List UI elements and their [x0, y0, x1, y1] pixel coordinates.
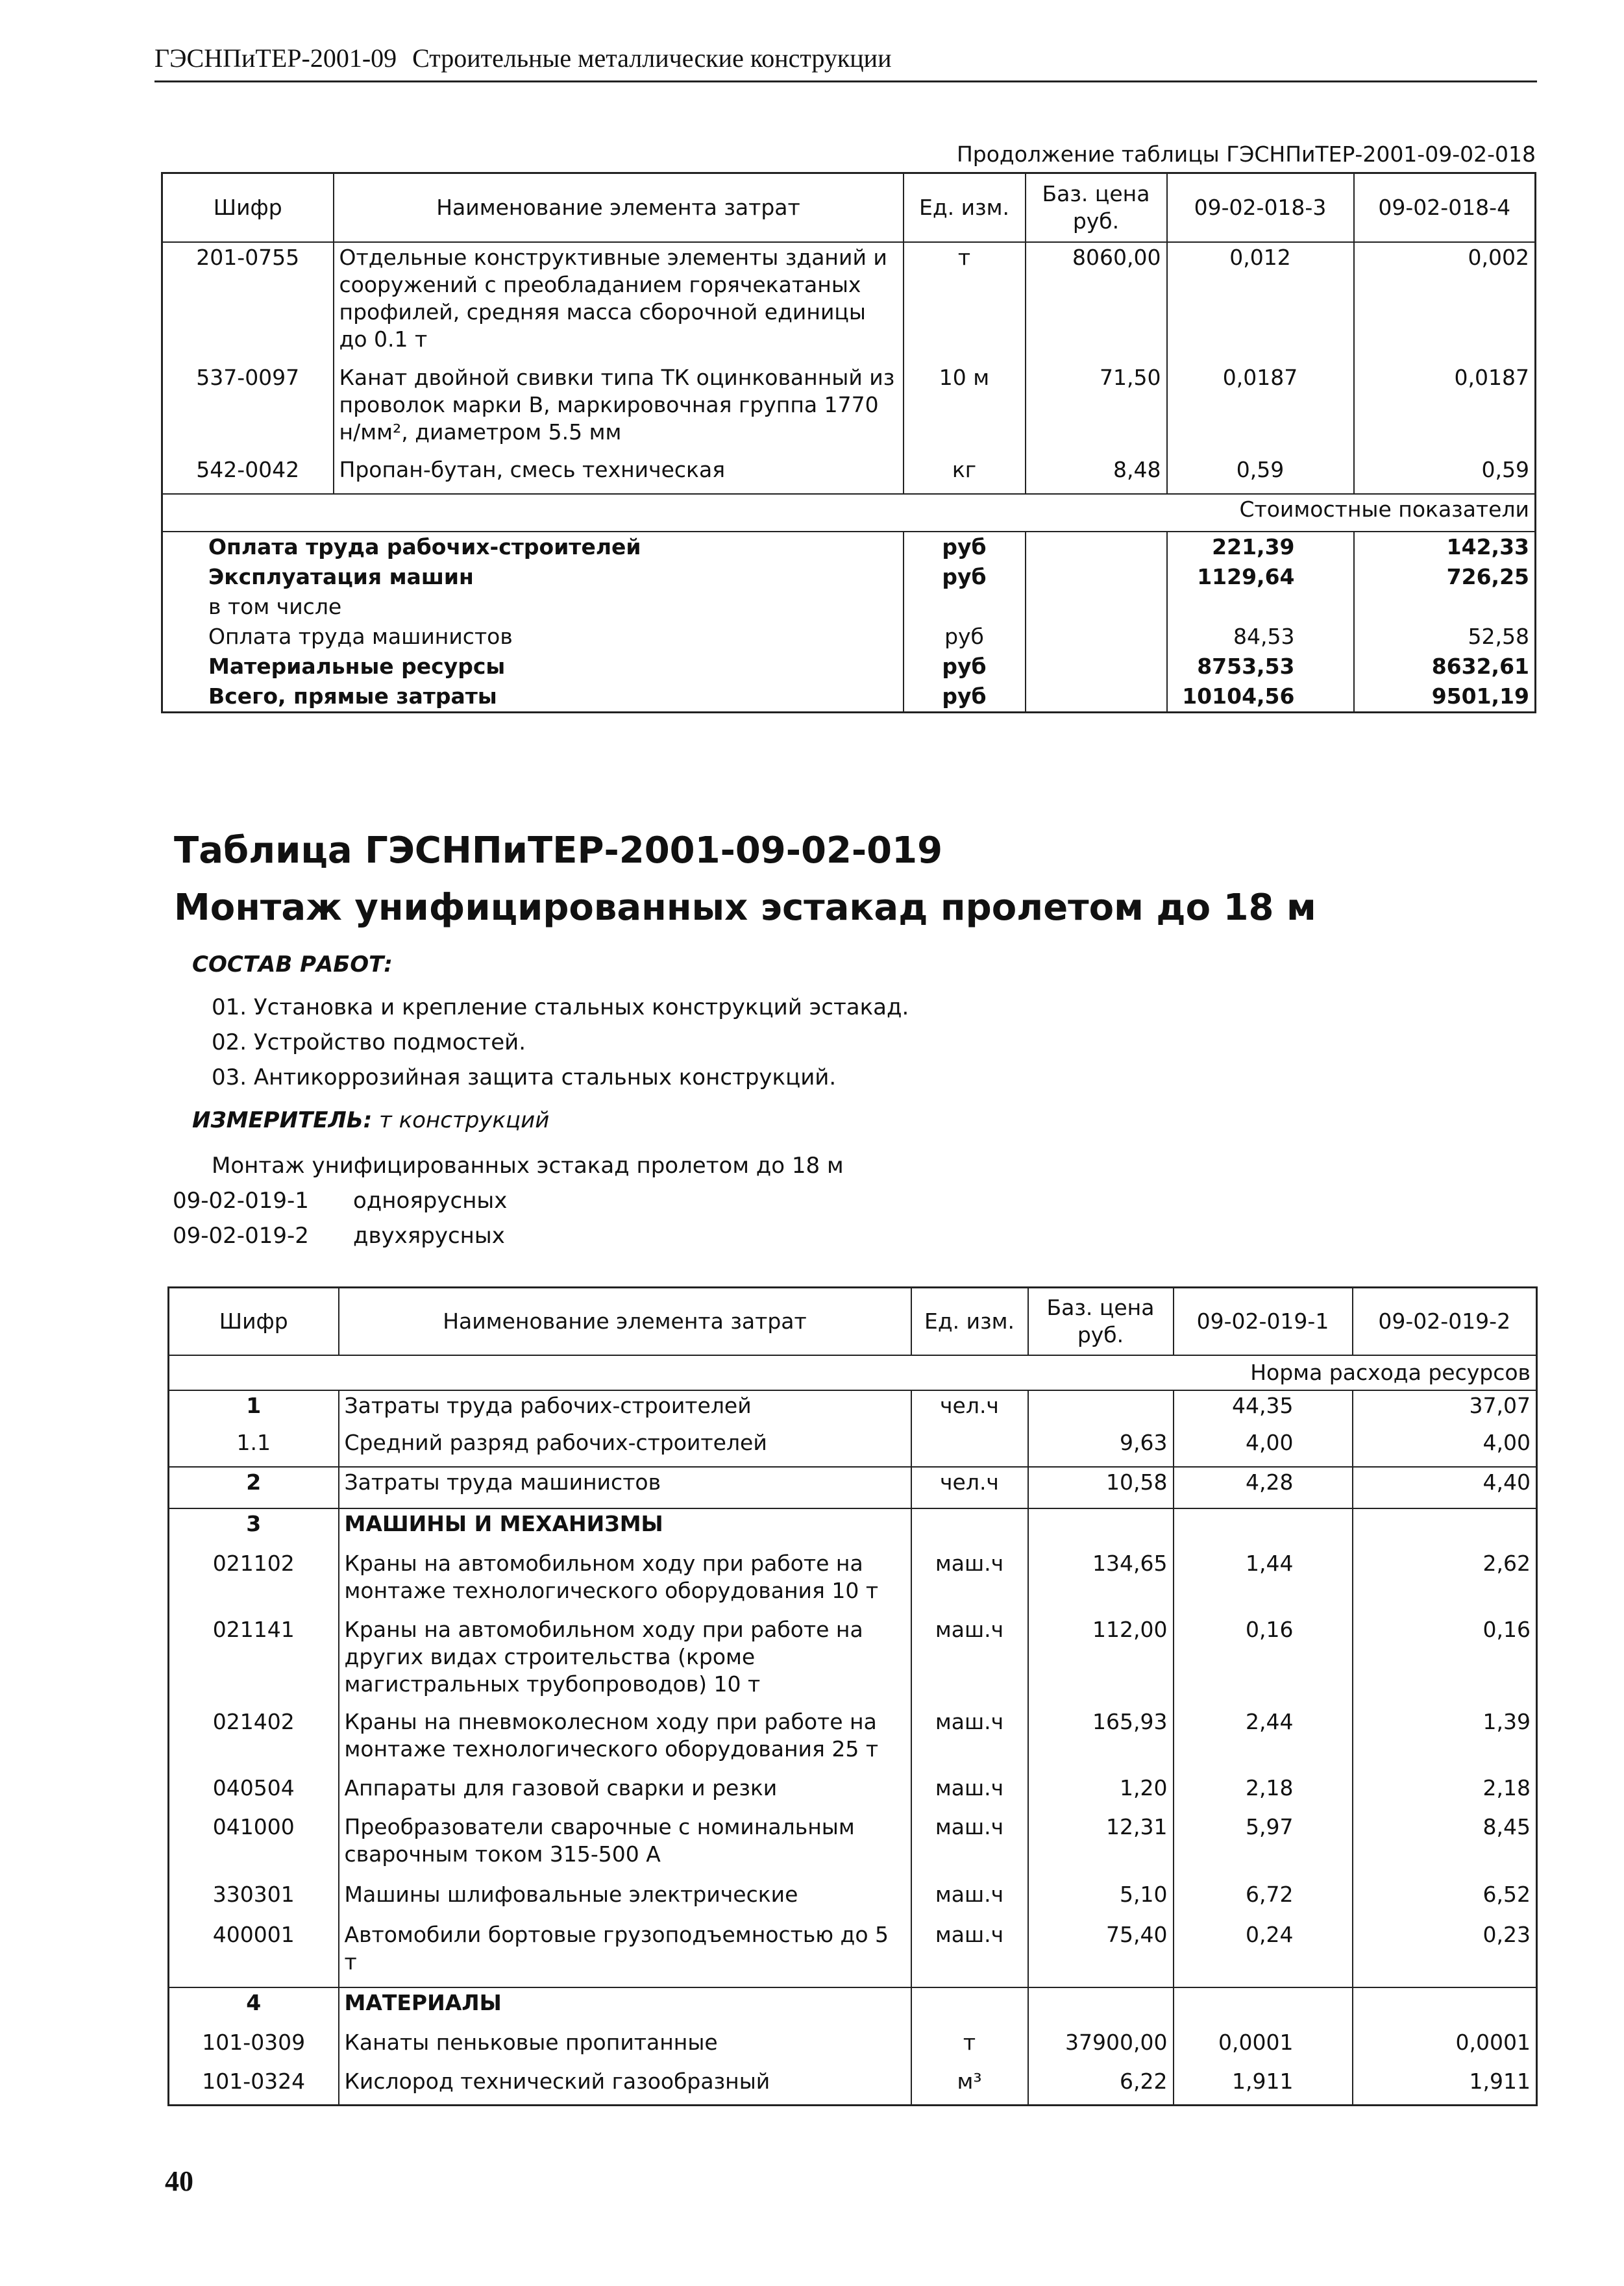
- row-value-1: 0,16: [1174, 1615, 1353, 1707]
- row-value-2: 0,002: [1354, 242, 1536, 363]
- col-header: Ед. изм.: [904, 173, 1026, 242]
- cost-unit: [904, 592, 1026, 622]
- norm-label: Норма расхода ресурсов: [169, 1355, 1537, 1390]
- row-value-2: 8,45: [1353, 1812, 1537, 1880]
- row-value-1: [1174, 1987, 1353, 2028]
- cost-row: [162, 592, 1536, 622]
- row-code: 1.1: [169, 1428, 339, 1467]
- row-code: 041000: [212, 1813, 295, 1839]
- cost-name: Эксплуатация машин: [208, 563, 474, 589]
- row-name: МАТЕРИАЛЫ: [339, 1987, 911, 2028]
- table-row: [162, 455, 1536, 494]
- work-item: 03. Антикоррозийная защита стальных конструкций.: [212, 1064, 837, 1090]
- row-value-1: 2,44: [1174, 1707, 1353, 1773]
- row-code: 537-0097: [196, 364, 300, 390]
- row-code: 040504: [212, 1775, 295, 1801]
- header-code: ГЭСНПиТЕР-2001-09: [154, 43, 397, 73]
- row-value-2: 37,07: [1353, 1390, 1537, 1428]
- table-row: [169, 1880, 1537, 1920]
- row-code: 3: [246, 1510, 262, 1536]
- row-value-2: 0,0001: [1353, 2028, 1537, 2067]
- row-price: 8,48: [1026, 455, 1167, 494]
- row-value-1: 4,00: [1174, 1428, 1353, 1467]
- row-unit: маш.ч: [911, 1549, 1028, 1615]
- row-code: 021402: [212, 1708, 295, 1734]
- row-unit: т: [911, 2028, 1028, 2067]
- row-value-2: 4,00: [1353, 1428, 1537, 1467]
- row-value-1: 6,72: [1174, 1880, 1353, 1920]
- row-name: Канаты пеньковые пропитанные: [339, 2028, 911, 2067]
- row-name: Канат двойной свивки типа ТК оцинкованный из проволок марки В, маркировочная группа 1770 н/мм², диаметром 5.5 мм: [334, 363, 904, 455]
- row-value-1: 0,24: [1174, 1920, 1353, 1987]
- header-title: Строительные металлические конструкции: [412, 43, 892, 73]
- row-value-1: 0,59: [1167, 455, 1354, 494]
- cost-name: Материальные ресурсы: [208, 653, 506, 679]
- norm-label-row: [169, 1355, 1537, 1390]
- variant-code: 09-02-019-2: [173, 1223, 309, 1249]
- row-value-2: 2,18: [1353, 1773, 1537, 1812]
- table1-header-row: [162, 173, 1536, 242]
- row-unit: чел.ч: [911, 1390, 1028, 1428]
- row-value-1: 4,28: [1174, 1467, 1353, 1508]
- row-code: 2: [169, 1467, 339, 1508]
- row-unit: [911, 1987, 1028, 2028]
- row-value-2: 0,59: [1354, 455, 1536, 494]
- col-header: Ед. изм.: [911, 1288, 1028, 1355]
- row-unit: чел.ч: [911, 1467, 1028, 1508]
- table-title: Таблица ГЭСНПиТЕР-2001-09-02-019: [174, 830, 943, 872]
- row-value-1: 2,18: [1174, 1773, 1353, 1812]
- row-value-1: 1,911: [1174, 2067, 1353, 2106]
- variant-name: двухярусных: [353, 1223, 505, 1249]
- row-value-2: 0,0187: [1354, 363, 1536, 455]
- cost-name: Оплата труда рабочих-строителей: [208, 534, 641, 559]
- cost-value-1: 10104,56: [1167, 682, 1354, 713]
- cost-name: Оплата труда машинистов: [208, 623, 513, 649]
- variant-code: 09-02-019-1: [173, 1188, 309, 1214]
- row-code: 101-0324: [202, 2068, 306, 2094]
- cost-unit: руб: [904, 562, 1026, 592]
- row-value-2: 4,40: [1353, 1467, 1537, 1508]
- cost-value-1: 8753,53: [1167, 652, 1354, 682]
- cost-unit: руб: [904, 682, 1026, 713]
- row-price: 6,22: [1028, 2067, 1174, 2106]
- row-price: [1028, 1987, 1174, 2028]
- row-unit: [911, 1428, 1028, 1467]
- cost-row: [162, 532, 1536, 562]
- row-unit: маш.ч: [911, 1773, 1028, 1812]
- row-code: 1: [246, 1392, 262, 1418]
- table2-header-row: [169, 1288, 1537, 1355]
- col-header: Наименование элемента затрат: [339, 1288, 911, 1355]
- row-value-2: 0,23: [1353, 1920, 1537, 1987]
- row-value-1: 5,97: [1174, 1812, 1353, 1880]
- header-rule: [154, 80, 1537, 82]
- cost-value-2: 52,58: [1354, 622, 1536, 652]
- row-name: Краны на автомобильном ходу при работе на монтаже технологического оборудования 10 т: [339, 1549, 911, 1615]
- row-value-2: [1353, 1987, 1537, 2028]
- row-name: Кислород технический газообразный: [339, 2067, 911, 2106]
- cost-price-empty: [1026, 562, 1167, 592]
- row-value-1: 0,0187: [1167, 363, 1354, 455]
- row-unit: т: [904, 242, 1026, 363]
- cost-value-2: 8632,61: [1354, 652, 1536, 682]
- row-price: 12,31: [1028, 1812, 1174, 1880]
- col-header: 09-02-018-3: [1167, 173, 1354, 242]
- table-row: [169, 1467, 1537, 1508]
- table-019: [167, 1286, 1538, 2106]
- cost-value-1: 84,53: [1167, 622, 1354, 652]
- row-code: 101-0309: [202, 2029, 306, 2055]
- row-name: Краны на пневмоколесном ходу при работе на монтаже технологического оборудования 25 т: [339, 1707, 911, 1773]
- row-price: 37900,00: [1028, 2028, 1174, 2067]
- cost-label-row: [162, 494, 1536, 532]
- table-row: [169, 1549, 1537, 1615]
- variants-description: Монтаж унифицированных эстакад пролетом до 18 м: [212, 1153, 844, 1179]
- col-header: 09-02-018-4: [1354, 173, 1536, 242]
- table-row: [169, 1812, 1537, 1880]
- cost-price-empty: [1026, 592, 1167, 622]
- cost-price-empty: [1026, 682, 1167, 713]
- cost-value-1: 221,39: [1167, 532, 1354, 562]
- table-row: [169, 1920, 1537, 1987]
- row-price: 134,65: [1028, 1549, 1174, 1615]
- meter-line: [192, 1107, 549, 1133]
- row-value-2: 2,62: [1353, 1549, 1537, 1615]
- cost-row: [162, 622, 1536, 652]
- table-row: [162, 242, 1536, 363]
- table-row: [169, 1615, 1537, 1707]
- row-name: Затраты труда рабочих-строителей: [339, 1390, 911, 1428]
- row-value-2: 0,16: [1353, 1615, 1537, 1707]
- row-price: 10,58: [1028, 1467, 1174, 1508]
- row-unit: [911, 1508, 1028, 1549]
- section-row: [169, 1508, 1537, 1549]
- section-row: [169, 1987, 1537, 2028]
- row-price: 165,93: [1028, 1707, 1174, 1773]
- cost-value-2: 726,25: [1354, 562, 1536, 592]
- table-018-continuation: [161, 172, 1536, 713]
- row-price: 75,40: [1028, 1920, 1174, 1987]
- table-row: [169, 1428, 1537, 1467]
- work-item: 02. Устройство подмостей.: [212, 1029, 526, 1055]
- row-name: Средний разряд рабочих-строителей: [339, 1428, 911, 1467]
- meter-label: ИЗМЕРИТЕЛЬ:: [192, 1107, 373, 1133]
- work-title: Монтаж унифицированных эстакад пролетом до 18 м: [174, 887, 1316, 929]
- row-value-2: 1,39: [1353, 1707, 1537, 1773]
- cost-value-2: [1354, 592, 1536, 622]
- cost-value-1: [1167, 592, 1354, 622]
- row-unit: м³: [911, 2067, 1028, 2106]
- col-header: 09-02-019-1: [1174, 1288, 1353, 1355]
- cost-name: Всего, прямые затраты: [208, 683, 497, 709]
- row-name: Автомобили бортовые грузоподъемностью до 5 т: [339, 1920, 911, 1987]
- row-unit: маш.ч: [911, 1615, 1028, 1707]
- row-unit: кг: [904, 455, 1026, 494]
- meter-value: т конструкций: [379, 1107, 550, 1133]
- col-header: Баз. цена руб.: [1028, 1288, 1174, 1355]
- row-price: 71,50: [1026, 363, 1167, 455]
- row-value-2: [1353, 1508, 1537, 1549]
- col-header: Шифр: [169, 1288, 339, 1355]
- row-name: МАШИНЫ И МЕХАНИЗМЫ: [339, 1508, 911, 1549]
- cost-unit: руб: [904, 622, 1026, 652]
- row-code: 021102: [212, 1550, 295, 1576]
- row-price: 112,00: [1028, 1615, 1174, 1707]
- table1-caption: Продолжение таблицы ГЭСНПиТЕР-2001-09-02-018: [956, 141, 1536, 167]
- row-price: 9,63: [1028, 1428, 1174, 1467]
- row-code: 330301: [212, 1881, 295, 1907]
- row-value-1: 44,35: [1174, 1390, 1353, 1428]
- row-value-1: 0,012: [1167, 242, 1354, 363]
- cost-unit: руб: [904, 652, 1026, 682]
- cost-row: [162, 652, 1536, 682]
- row-price: 1,20: [1028, 1773, 1174, 1812]
- cost-row: [162, 682, 1536, 713]
- table-row: [169, 2067, 1537, 2106]
- row-value-2: 1,911: [1353, 2067, 1537, 2106]
- row-name: Аппараты для газовой сварки и резки: [339, 1773, 911, 1812]
- table-row: [169, 1707, 1537, 1773]
- cost-unit: руб: [904, 532, 1026, 562]
- row-code: 400001: [169, 1920, 339, 1987]
- cost-value-1: 1129,64: [1167, 562, 1354, 592]
- row-code: 4: [246, 1989, 262, 2015]
- row-price: [1028, 1508, 1174, 1549]
- cost-value-2: 142,33: [1354, 532, 1536, 562]
- col-header: Шифр: [162, 173, 334, 242]
- row-price: [1028, 1390, 1174, 1428]
- cost-name: в том числе: [208, 593, 342, 619]
- works-label: СОСТАВ РАБОТ:: [192, 952, 393, 977]
- row-unit: маш.ч: [911, 1880, 1028, 1920]
- page-number: 40: [165, 2165, 193, 2197]
- table-row: [169, 1390, 1537, 1428]
- table-row: [169, 1773, 1537, 1812]
- row-code: 201-0755: [196, 244, 300, 270]
- row-name: Машины шлифовальные электрические: [339, 1880, 911, 1920]
- cost-price-empty: [1026, 622, 1167, 652]
- table-row: [169, 2028, 1537, 2067]
- row-value-1: 1,44: [1174, 1549, 1353, 1615]
- cost-price-empty: [1026, 652, 1167, 682]
- row-name: Затраты труда машинистов: [339, 1467, 911, 1508]
- row-unit: маш.ч: [911, 1707, 1028, 1773]
- row-unit: маш.ч: [911, 1920, 1028, 1987]
- col-header: 09-02-019-2: [1353, 1288, 1537, 1355]
- row-name: Преобразователи сварочные с номинальным сварочным током 315-500 А: [339, 1812, 911, 1880]
- cost-row: [162, 562, 1536, 592]
- table-row: [162, 363, 1536, 455]
- cost-label: Стоимостные показатели: [162, 494, 1536, 532]
- cost-value-2: 9501,19: [1354, 682, 1536, 713]
- row-price: 8060,00: [1026, 242, 1167, 363]
- row-value-1: [1174, 1508, 1353, 1549]
- row-code: 021141: [212, 1616, 295, 1642]
- variant-name: одноярусных: [353, 1188, 508, 1214]
- row-name: Краны на автомобильном ходу при работе на других видах строительства (кроме магистральных трубопроводов) 10 т: [339, 1615, 911, 1707]
- col-header: Баз. цена руб.: [1026, 173, 1167, 242]
- row-code: 542-0042: [162, 455, 334, 494]
- row-value-1: 0,0001: [1174, 2028, 1353, 2067]
- row-price: 5,10: [1028, 1880, 1174, 1920]
- col-header: Наименование элемента затрат: [334, 173, 904, 242]
- cost-price-empty: [1026, 532, 1167, 562]
- row-value-2: 6,52: [1353, 1880, 1537, 1920]
- row-name: Пропан-бутан, смесь техническая: [334, 455, 904, 494]
- row-name: Отдельные конструктивные элементы зданий и сооружений с преобладанием горячекатаных профилей, средняя масса сборочной единицы до 0.1 т: [334, 242, 904, 363]
- row-unit: маш.ч: [911, 1812, 1028, 1880]
- work-item: 01. Установка и крепление стальных конструкций эстакад.: [212, 994, 909, 1020]
- page-header: [154, 43, 1537, 73]
- row-unit: 10 м: [904, 363, 1026, 455]
